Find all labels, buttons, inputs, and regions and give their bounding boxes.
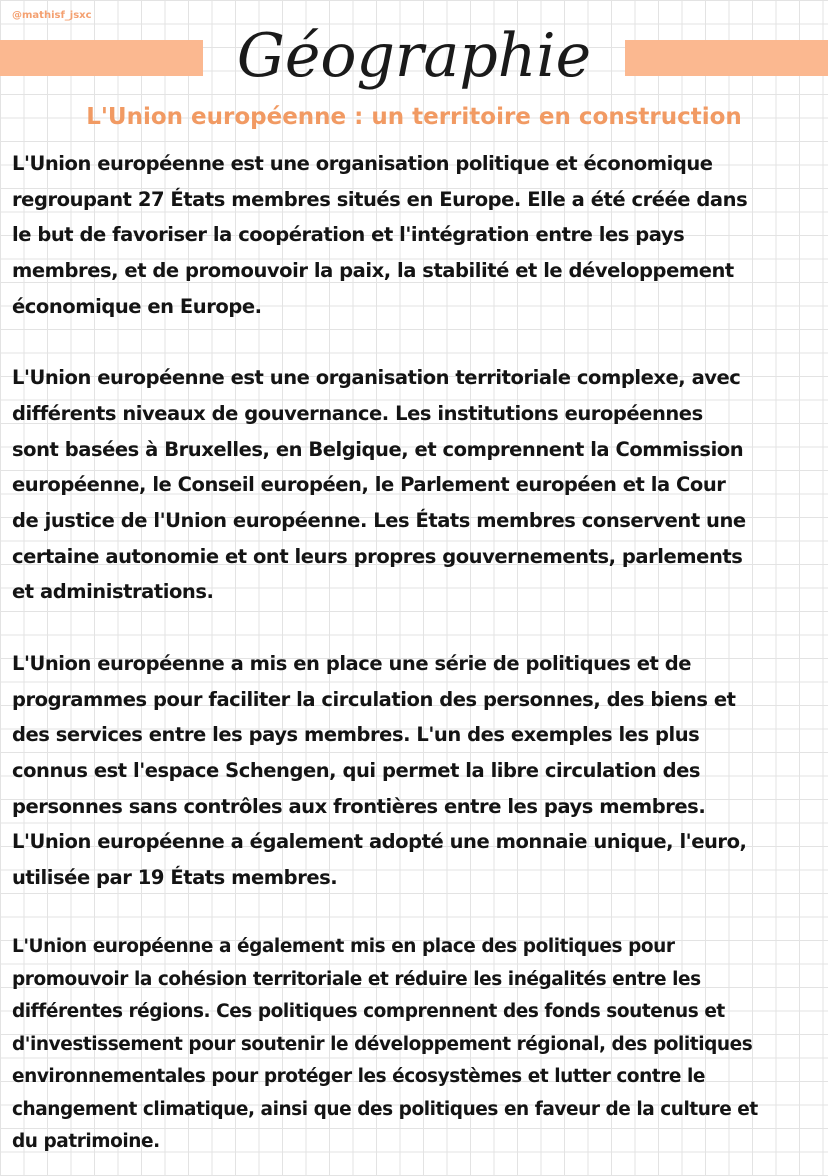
text-line: des services entre les pays membres. L'un des exemples les plus: [12, 723, 700, 747]
text-line: L'Union européenne a également adopté une monnaie unique, l'euro,: [12, 830, 747, 854]
paragraph-2: [12, 360, 816, 610]
document-body: [12, 146, 816, 1159]
text-line: environnementales pour protéger les écosystèmes et lutter contre le: [12, 1066, 706, 1088]
title-accent-bar-left: [0, 40, 203, 76]
text-line: d'investissement pour soutenir le développement régional, des politiques: [12, 1033, 753, 1055]
text-line: connus est l'espace Schengen, qui permet la libre circulation des: [12, 758, 701, 782]
text-line: membres, et de promouvoir la paix, la stabilité et le développement: [12, 259, 734, 283]
text-line: de justice de l'Union européenne. Les États membres conservent une: [12, 509, 746, 533]
paragraph-spacer: [12, 610, 816, 646]
paragraph-1: [12, 146, 816, 325]
text-line: L'Union européenne a également mis en place des politiques pour: [12, 936, 675, 958]
text-line: L'Union européenne a mis en place une série de politiques et de: [12, 651, 692, 675]
text-line: personnes sans contrôles aux frontières entre les pays membres.: [12, 794, 706, 818]
text-line: programmes pour faciliter la circulation des personnes, des biens et: [12, 687, 736, 711]
text-line: européenne, le Conseil européen, le Parlement européen et la Cour: [12, 473, 726, 497]
page-title: Géographie: [236, 21, 592, 91]
text-line: du patrimoine.: [12, 1131, 160, 1153]
text-line: et administrations.: [12, 580, 214, 604]
text-line: L'Union européenne est une organisation politique et économique: [12, 152, 713, 175]
page-subtitle: L'Union européenne : un territoire en construction: [86, 104, 742, 130]
paragraph-4: [12, 931, 816, 1159]
text-line: économique en Europe.: [12, 294, 262, 318]
paragraph-spacer: [12, 325, 816, 361]
text-line: différents niveaux de gouvernance. Les institutions européennes: [12, 401, 703, 425]
author-handle: @mathisf_jsxc: [12, 10, 92, 21]
text-line: changement climatique, ainsi que des politiques en faveur de la culture et: [12, 1098, 758, 1120]
text-line: sont basées à Bruxelles, en Belgique, et comprennent la Commission: [12, 437, 744, 461]
text-line: regroupant 27 États membres situés en Europe. Elle a été créée dans: [12, 187, 748, 211]
title-accent-bar-right: [625, 40, 828, 76]
text-line: L'Union européenne est une organisation territoriale complexe, avec: [12, 366, 741, 390]
paragraph-spacer: [12, 896, 816, 932]
text-line: différentes régions. Ces politiques comprennent des fonds soutenus et: [12, 1001, 725, 1023]
paragraph-3: [12, 646, 816, 896]
text-line: utilisée par 19 États membres.: [12, 866, 338, 890]
text-line: promouvoir la cohésion territoriale et réduire les inégalités entre les: [12, 968, 701, 990]
text-line: certaine autonomie et ont leurs propres gouvernements, parlements: [12, 544, 743, 568]
text-line: le but de favoriser la coopération et l'intégration entre les pays: [12, 223, 685, 247]
